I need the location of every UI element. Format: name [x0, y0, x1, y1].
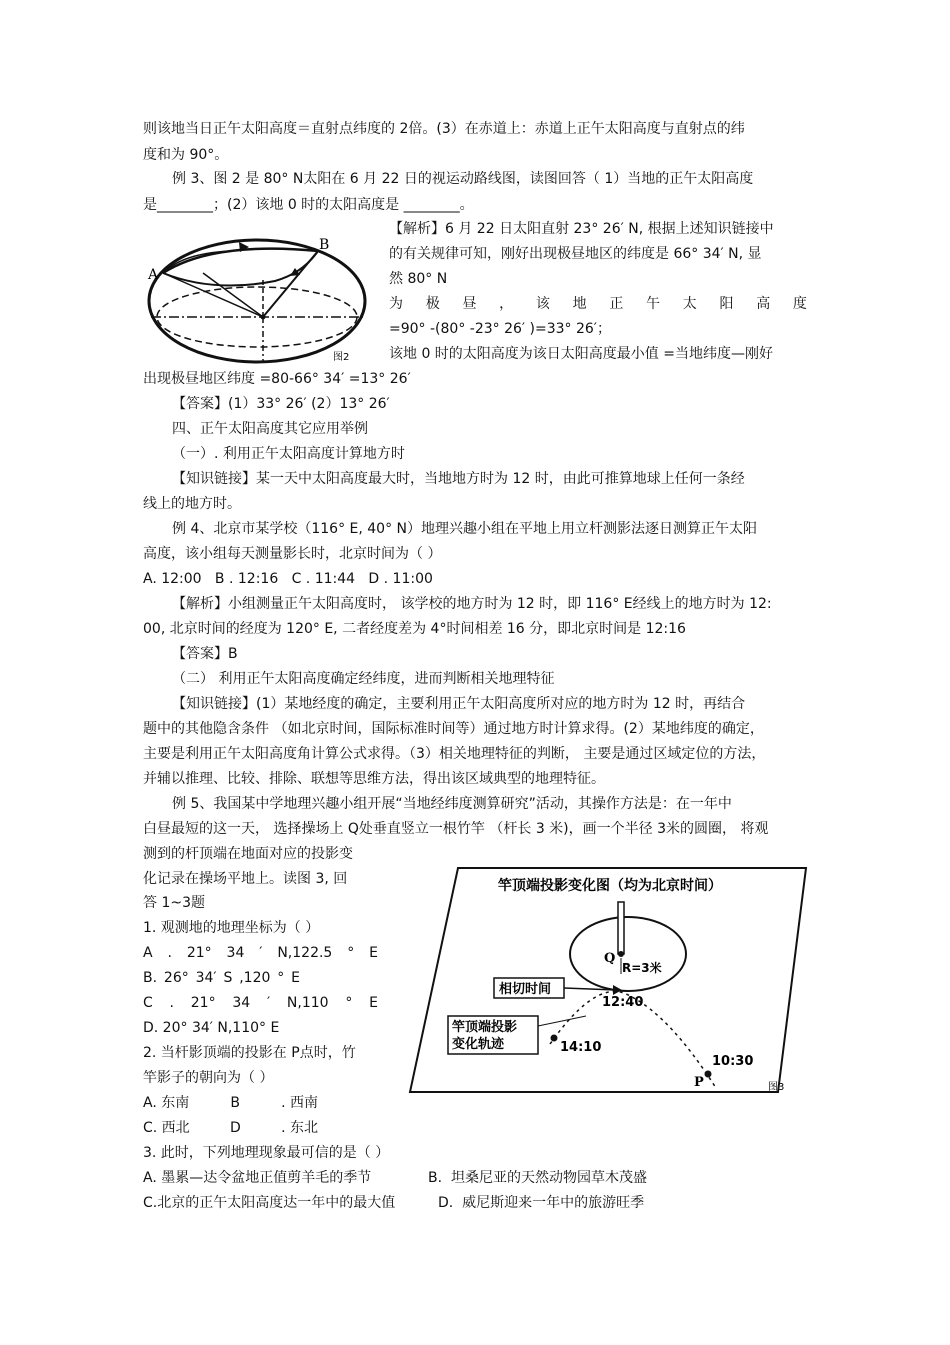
fig3-caption: 图3: [768, 1082, 785, 1093]
subsection-heading: （一）. 利用正午太阳高度计算地方时: [172, 446, 405, 462]
text-line: 该地 0 时的太阳高度为该日太阳高度最小值 =当地纬度—刚好: [389, 346, 773, 362]
text-line: 例 3、图 2 是 80° N太阳在 6 月 22 日的视运动路线图，读图回答（ 1）当地的正午太阳高度: [172, 171, 754, 187]
fig3-time-1410: 14:10: [560, 1040, 602, 1055]
section-heading: 四、正午太阳高度其它应用举例: [172, 421, 368, 437]
fig2-label-b: B: [319, 237, 330, 253]
fig3-time-1030: 10:30: [712, 1054, 754, 1069]
fig3-title: 竿顶端投影变化图（均为北京时间）: [498, 878, 722, 894]
option-1a: A . 21° 34 ′ N,122.5 ° E: [143, 945, 378, 961]
fig2-caption: 图2: [333, 352, 350, 363]
text-line: 【知识链接】(1）某地经度的确定，主要利用正午太阳高度所对应的地方时为 12 时，再结合: [172, 696, 746, 712]
text-line: 例 5、我国某中学地理兴趣小组开展“当地经纬度测算研究”活动，其操作方法是：在一年中: [172, 796, 732, 812]
text-line: 题中的其他隐含条件 （如北京时间，国际标准时间等）通过地方时计算求得。(2）某地纬度的确定，: [143, 721, 764, 737]
text-line: 则该地当日正午太阳高度＝直射点纬度的 2倍。(3）在赤道上：赤道上正午太阳高度与直射点的纬: [143, 121, 745, 137]
fig3-time-1240: 12:40: [602, 995, 644, 1010]
text-line: 度和为 90°。: [143, 147, 229, 163]
options-2cd: C. 西北 D . 东北: [143, 1120, 318, 1136]
text-line: 然 80° N: [389, 271, 448, 287]
text-line: 主要是利用正午太阳高度角计算公式求得。（3）相关地理特征的判断， 主要是通过区域定位的方法，: [143, 746, 766, 762]
option-1c: C . 21° 34 ′ N,110 ° E: [143, 995, 378, 1011]
option-3c: C.北京的正午太阳高度达一年中的最大值: [143, 1195, 396, 1211]
question-2-cont: 竿影子的朝向为（ ）: [143, 1070, 274, 1086]
figure-3-shadow-track-diagram: [408, 866, 808, 1096]
question-2: 2. 当杆影顶端的投影在 P点时，竹: [143, 1045, 356, 1061]
text-line: 00, 北京时间的经度为 120° E, 二者经度差为 4°时间相差 16 分，即北京时间是 12:16: [143, 621, 686, 637]
text-line: 线上的地方时。: [143, 496, 241, 512]
justified-line: 为 极 昼 ， 该 地 正 午 太 阳 高 度: [389, 296, 807, 312]
fig3-label-p: P: [694, 1075, 704, 1090]
figure-2-sun-path-diagram: [143, 233, 368, 365]
question-3: 3. 此时，下列地理现象最可信的是（ ）: [143, 1145, 390, 1161]
text-line: 【解析】小组测量正午太阳高度时， 该学校的地方时为 12 时，即 116° E经线上的地方时为 12:: [172, 596, 772, 612]
fig3-track-label-2: 变化轨迹: [452, 1037, 505, 1052]
answer-line: 【答案】(1）33° 26′ (2）13° 26′: [172, 396, 390, 412]
text-line: 并辅以推理、比较、排除、联想等思维方法，得出该区域典型的地理特征。: [143, 771, 605, 787]
text-line: 【解析】6 月 22 日太阳直射 23° 26′ N, 根据上述知识链接中: [389, 221, 774, 237]
option-3b: B. 坦桑尼亚的天然动物园草木茂盛: [428, 1170, 647, 1186]
option-1b: B. 26° 34′ S ,120 ° E: [143, 970, 300, 986]
option-1d: D. 20° 34′ N,110° E: [143, 1020, 280, 1036]
subsection-heading: （二） 利用正午太阳高度确定经纬度，进而判断相关地理特征: [172, 671, 555, 687]
fig2-label-a: A: [148, 267, 159, 283]
fig3-radius-label: R=3米: [622, 961, 662, 975]
question-1: 1. 观测地的地理坐标为（ ）: [143, 920, 320, 936]
fig3-tangent-label: 相切时间: [499, 982, 552, 997]
fig3-label-q: Q: [604, 951, 616, 966]
text-line: 白昼最短的这一天， 选择操场上 Q处垂直竖立一根竹竿 （杆长 3 米)，画一个半径 3米的圆圈， 将观: [143, 821, 769, 837]
text-line: 答 1~3题: [143, 895, 205, 911]
text-line: 【知识链接】某一天中太阳高度最大时，当地地方时为 12 时，由此可推算地球上任何一条经: [172, 471, 745, 487]
answer-line: 【答案】B: [172, 646, 238, 662]
text-line: 测到的杆顶端在地面对应的投影变: [143, 846, 353, 862]
options-2ab: A. 东南 B . 西南: [143, 1095, 318, 1111]
options-line: A. 12:00 B . 12:16 C . 11:44 D . 11:00: [143, 571, 433, 587]
text-line: 的有关规律可知，刚好出现极昼地区的纬度是 66° 34′ N, 显: [389, 246, 762, 262]
text-line: 高度，该小组每天测量影长时，北京时间为（ ）: [143, 546, 442, 562]
option-3a: A. 墨累—达令盆地正值剪羊毛的季节: [143, 1170, 372, 1186]
fig3-track-label-1: 竿顶端投影: [452, 1020, 518, 1035]
text-line: 出现极昼地区纬度 =80-66° 34′ =13° 26′: [143, 371, 411, 387]
text-line: =90° -(80° -23° 26′ )=33° 26′；: [389, 321, 611, 337]
text-line: 化记录在操场平地上。读图 3, 回: [143, 871, 348, 887]
text-line: 是________；(2）该地 0 时的太阳高度是 ________。: [143, 197, 474, 213]
text-line: 例 4、北京市某学校（116° E, 40° N）地理兴趣小组在平地上用立杆测影法逐日测算正午太阳: [172, 521, 758, 537]
option-3d: D. 威尼斯迎来一年中的旅游旺季: [438, 1195, 645, 1211]
